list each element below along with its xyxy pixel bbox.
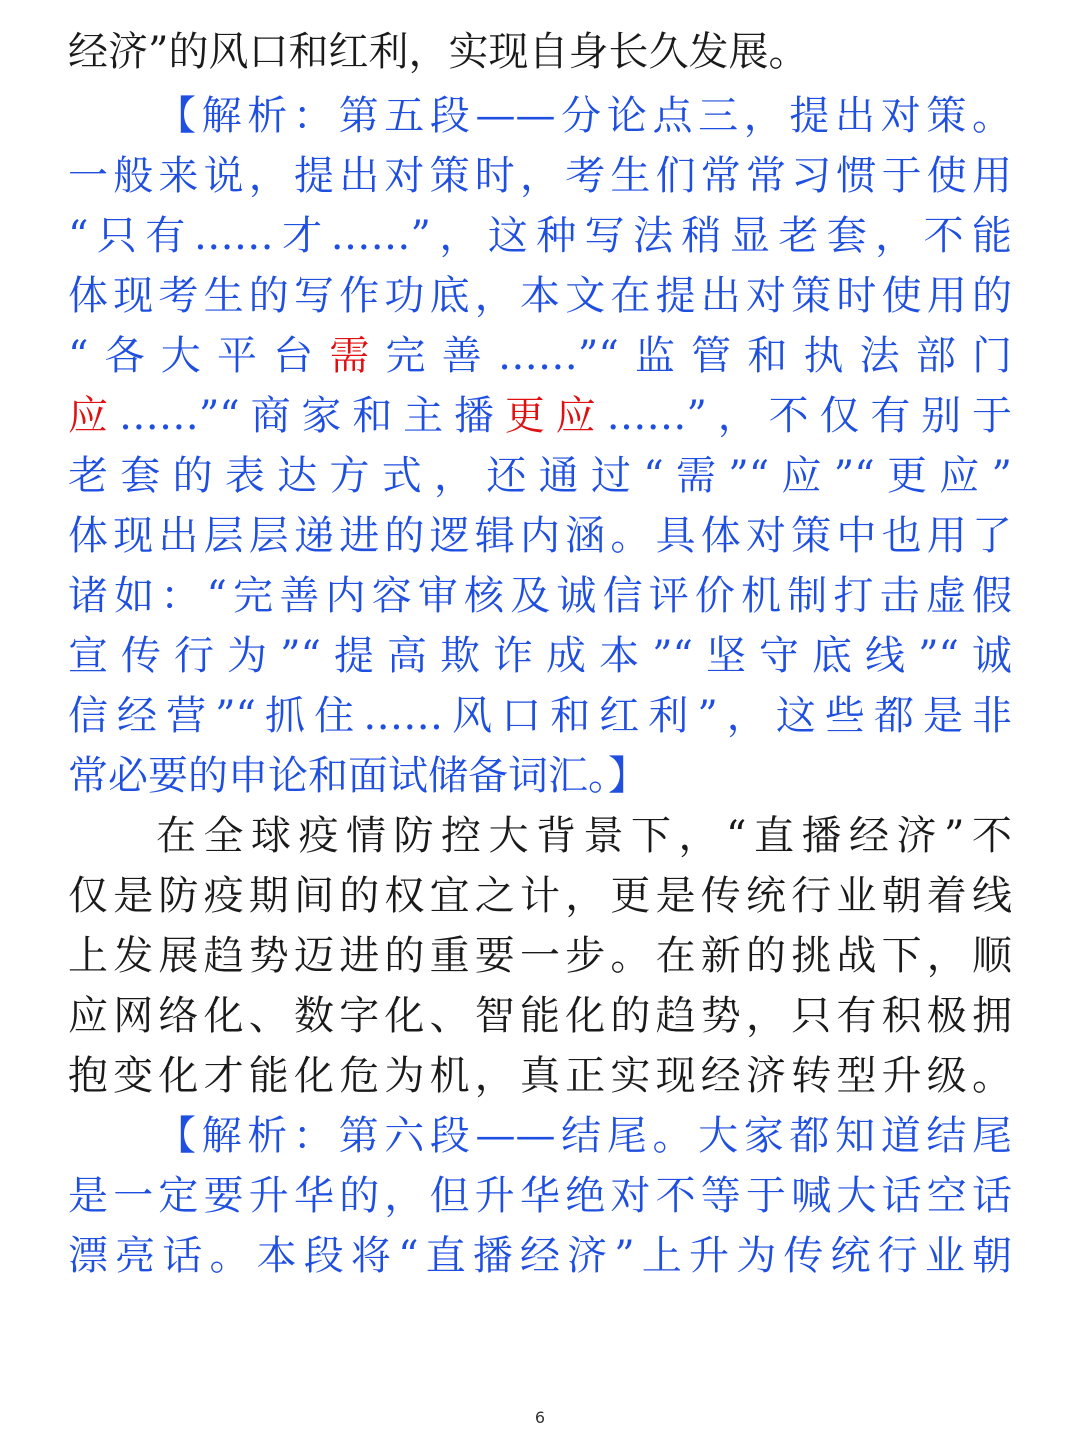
line-segment: ……”“商家和主播 xyxy=(118,393,505,439)
analysis-line: 【解析：第五段——分论点三，提出对策。 xyxy=(156,93,1012,139)
analysis-line xyxy=(68,386,1012,446)
analysis-line: 信经营”“抓住……风口和红利”，这些都是非 xyxy=(68,693,1012,739)
analysis-line: 是一定要升华的，但升华绝对不等于喊大话空话 xyxy=(68,1173,1012,1219)
analysis-line: 体现出层层递进的逻辑内涵。具体对策中也用了 xyxy=(68,513,1012,559)
paragraph-line: 在全球疫情防控大背景下，“直播经济”不 xyxy=(156,813,1012,859)
analysis-line: 老套的表达方式，还通过“需”“应”“更应” xyxy=(68,453,1012,499)
paragraph-line: 经济”的风口和红利，实现自身长久发展。 xyxy=(68,29,809,75)
page-number: 6 xyxy=(534,1408,546,1427)
highlight-word: 应 xyxy=(68,393,119,439)
analysis-line: 体现考生的写作功底，本文在提出对策时使用的 xyxy=(68,273,1012,319)
paragraph-line: 抱变化才能化危为机，真正实现经济转型升级。 xyxy=(68,1053,1012,1099)
paragraph-line: 应网络化、数字化、智能化的趋势，只有积极拥 xyxy=(68,993,1012,1039)
line-segment: “各大平台 xyxy=(68,333,330,379)
paragraph-line: 上发展趋势迈进的重要一步。在新的挑战下，顺 xyxy=(68,933,1012,979)
analysis-line: 常必要的申论和面试储备词汇。】 xyxy=(68,753,648,799)
analysis-line: 漂亮话。本段将“直播经济”上升为传统行业朝 xyxy=(68,1233,1012,1279)
paragraph-line: 仅是防疫期间的权宜之计，更是传统行业朝着线 xyxy=(68,873,1012,919)
analysis-line: 一般来说，提出对策时，考生们常常习惯于使用 xyxy=(68,153,1012,199)
analysis-line: 宣传行为”“提高欺诈成本”“坚守底线”“诚 xyxy=(68,633,1012,679)
highlight-word: 更应 xyxy=(504,393,607,439)
analysis-line: 【解析：第六段——结尾。大家都知道结尾 xyxy=(156,1113,1012,1159)
analysis-line xyxy=(68,326,1012,386)
highlight-word: 需 xyxy=(329,333,386,379)
analysis-line: 诸如：“完善内容审核及诚信评价机制打击虚假 xyxy=(68,573,1012,619)
line-segment: ……”，不仅有别于 xyxy=(606,393,1012,439)
line-segment: 完善……”“监管和执法部门 xyxy=(385,333,1012,379)
analysis-line: “只有……才……”，这种写法稍显老套，不能 xyxy=(68,213,1012,259)
